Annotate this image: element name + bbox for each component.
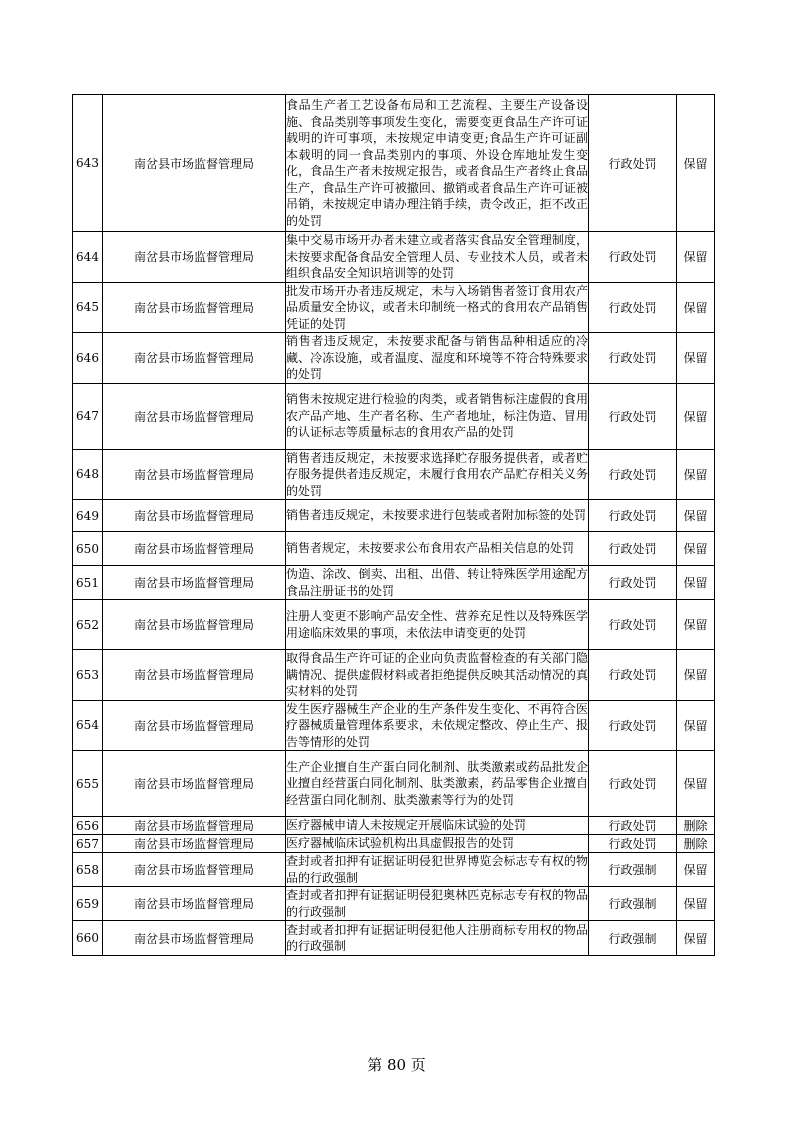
department-name: 南岔县市场监督管理局: [103, 383, 286, 449]
power-type: 行政处罚: [589, 700, 677, 751]
status-cell: 删除: [677, 817, 715, 835]
department-name: 南岔县市场监督管理局: [103, 700, 286, 751]
table-row: [73, 887, 715, 921]
department-name: 南岔县市场监督管理局: [103, 853, 286, 887]
power-list-table: [72, 94, 715, 956]
department-name: 南岔县市场监督管理局: [103, 921, 286, 956]
row-number: 646: [73, 333, 103, 384]
table-row: [73, 282, 715, 333]
page-number: 第 80 页: [367, 1056, 426, 1074]
power-type: 行政处罚: [589, 282, 677, 333]
status-cell: 保留: [677, 333, 715, 384]
department-name: 南岔县市场监督管理局: [103, 333, 286, 384]
power-type: 行政处罚: [589, 566, 677, 600]
row-number: 656: [73, 817, 103, 835]
row-number: 643: [73, 95, 103, 232]
status-cell: 保留: [677, 383, 715, 449]
row-number: 658: [73, 853, 103, 887]
item-description: 医疗器械申请人未按规定开展临床试验的处罚: [286, 817, 589, 835]
department-name: 南岔县市场监督管理局: [103, 751, 286, 817]
power-type: 行政强制: [589, 921, 677, 956]
item-description: 销售者违反规定，未按要求进行包装或者附加标签的处罚: [286, 500, 589, 532]
power-type: 行政处罚: [589, 232, 677, 283]
power-type: 行政处罚: [589, 500, 677, 532]
table-row: [73, 500, 715, 532]
department-name: 南岔县市场监督管理局: [103, 500, 286, 532]
department-name: 南岔县市场监督管理局: [103, 232, 286, 283]
item-description: 销售者规定，未按要求公布食用农产品相关信息的处罚: [286, 532, 589, 566]
department-name: 南岔县市场监督管理局: [103, 449, 286, 500]
item-description: 食品生产者工艺设备布局和工艺流程、主要生产设备设施、食品类别等事项发生变化，需要变更食品生产许可证载明的许可事项，未按规定申请变更;食品生产许可证副本载明的同一食品类别内的事项、外设仓库地址发生变化，食品生产者未按规定报告，或者食品生产者终止食品生产，食品生产许可被撤回、撤销或者食品生产许可证被吊销，未按规定申请办理注销手续，责令改正，拒不改正的处罚: [286, 95, 589, 232]
item-description: 查封或者扣押有证据证明侵犯他人注册商标专用权的物品的行政强制: [286, 921, 589, 956]
power-type: 行政处罚: [589, 600, 677, 650]
status-cell: 保留: [677, 532, 715, 566]
department-name: 南岔县市场监督管理局: [103, 600, 286, 650]
table-row: [73, 835, 715, 853]
item-description: 销售者违反规定，未按要求配备与销售品种相适应的冷藏、冷冻设施，或者温度、湿度和环境等不符合特殊要求的处罚: [286, 334, 588, 381]
item-description: 查封或者扣押有证据证明侵犯奥林匹克标志专有权的物品的行政强制: [286, 888, 588, 919]
status-cell: 保留: [677, 449, 715, 500]
row-number: 652: [73, 600, 103, 650]
status-cell: 保留: [677, 566, 715, 600]
row-number: 644: [73, 232, 103, 283]
table-row: [73, 650, 715, 701]
status-cell: 删除: [677, 835, 715, 853]
power-type: 行政强制: [589, 853, 677, 887]
item-description: 医疗器械临床试验机构出具虚假报告的处罚: [286, 835, 589, 853]
item-description: 注册人变更不影响产品安全性、营养充足性以及特殊医学用途临床效果的事项，未依法申请变更的处罚: [286, 600, 589, 650]
status-cell: 保留: [677, 853, 715, 887]
row-number: 653: [73, 650, 103, 701]
status-cell: 保留: [677, 751, 715, 817]
department-name: 南岔县市场监督管理局: [103, 282, 286, 333]
table-row: [73, 333, 715, 384]
power-type: 行政处罚: [589, 650, 677, 701]
status-cell: 保留: [677, 650, 715, 701]
item-description: 批发市场开办者违反规定，未与入场销售者签订食用农产品质量安全协议，或者未印制统一格式的食用农产品销售凭证的处罚: [286, 283, 588, 331]
status-cell: 保留: [677, 700, 715, 751]
table-row: [73, 853, 715, 887]
power-type: 行政处罚: [589, 333, 677, 384]
table-row: [73, 383, 715, 449]
row-number: 647: [73, 383, 103, 449]
table-row: [73, 817, 715, 835]
row-number: 660: [73, 921, 103, 956]
power-type: 行政处罚: [589, 449, 677, 500]
status-cell: 保留: [677, 600, 715, 650]
department-name: 南岔县市场监督管理局: [103, 532, 286, 566]
table-row: [73, 751, 715, 817]
row-number: 657: [73, 835, 103, 853]
table-row: [73, 232, 715, 283]
item-description: 发生医疗器械生产企业的生产条件发生变化、不再符合医疗器械质量管理体系要求，未依规定整改、停止生产、报告等情形的处罚: [286, 701, 588, 749]
status-cell: 保留: [677, 282, 715, 333]
row-number: 655: [73, 751, 103, 817]
department-name: 南岔县市场监督管理局: [103, 650, 286, 701]
table-row: [73, 532, 715, 566]
status-cell: 保留: [677, 887, 715, 921]
item-description: 取得食品生产许可证的企业向负责监督检查的有关部门隐瞒情况、提供虚假材料或者拒绝提供反映其活动情况的真实材料的处罚: [286, 651, 588, 698]
table-row: [73, 449, 715, 500]
table-row: [73, 95, 715, 232]
department-name: 南岔县市场监督管理局: [103, 817, 286, 835]
power-type: 行政处罚: [589, 532, 677, 566]
item-description: 生产企业擅自生产蛋白同化制剂、肽类激素或药品批发企业擅自经营蛋白同化制剂、肽类激素，药品零售企业擅自经营蛋白同化制剂、肽类激素等行为的处罚: [286, 751, 589, 817]
table-body: [73, 95, 715, 956]
status-cell: 保留: [677, 921, 715, 956]
row-number: 649: [73, 500, 103, 532]
status-cell: 保留: [677, 95, 715, 232]
item-description: 销售者违反规定，未按要求选择贮存服务提供者，或者贮存服务提供者违反规定，未履行食用农产品贮存相关义务的处罚: [286, 450, 588, 498]
item-description: 集中交易市场开办者未建立或者落实食品安全管理制度，未按要求配备食品安全管理人员、专业技术人员，或者未组织食品安全知识培训等的处罚: [286, 233, 588, 280]
item-description: 查封或者扣押有证据证明侵犯世界博览会标志专有权的物品的行政强制: [286, 854, 588, 885]
power-type: 行政处罚: [589, 383, 677, 449]
power-type: 行政处罚: [589, 817, 677, 835]
row-number: 654: [73, 700, 103, 751]
item-description: 伪造、涂改、倒卖、出租、出借、转让特殊医学用途配方食品注册证书的处罚: [286, 567, 588, 598]
row-number: 651: [73, 566, 103, 600]
row-number: 659: [73, 887, 103, 921]
department-name: 南岔县市场监督管理局: [103, 835, 286, 853]
power-type: 行政处罚: [589, 835, 677, 853]
row-number: 645: [73, 282, 103, 333]
table-row: [73, 566, 715, 600]
department-name: 南岔县市场监督管理局: [103, 887, 286, 921]
item-description: 销售未按规定进行检验的肉类，或者销售标注虚假的食用农产品产地、生产者名称、生产者地址，标注伪造、冒用的认证标志等质量标志的食用农产品的处罚: [286, 383, 589, 449]
table-row: [73, 600, 715, 650]
power-type: 行政处罚: [589, 751, 677, 817]
department-name: 南岔县市场监督管理局: [103, 566, 286, 600]
department-name: 南岔县市场监督管理局: [103, 95, 286, 232]
table-row: [73, 700, 715, 751]
row-number: 650: [73, 532, 103, 566]
status-cell: 保留: [677, 232, 715, 283]
table-row: [73, 921, 715, 956]
row-number: 648: [73, 449, 103, 500]
power-type: 行政强制: [589, 887, 677, 921]
status-cell: 保留: [677, 500, 715, 532]
power-type: 行政处罚: [589, 95, 677, 232]
